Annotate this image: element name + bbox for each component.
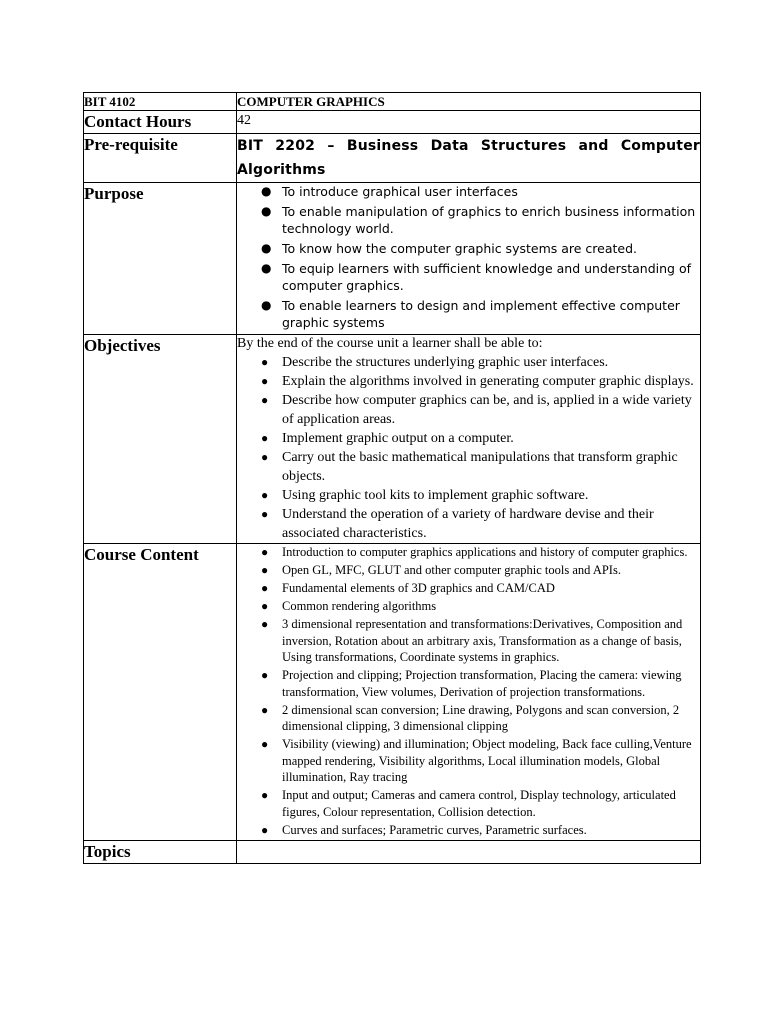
course-content-label: Course Content (84, 545, 199, 564)
bullet-icon: ● (261, 184, 272, 198)
purpose-item (237, 297, 700, 331)
objectives-value-cell (237, 335, 701, 544)
bullet-icon: ● (261, 355, 269, 369)
prerequisite-label-cell (84, 134, 237, 183)
topics-label: Topics (84, 841, 131, 861)
purpose-row (84, 183, 701, 335)
content-item (237, 787, 700, 820)
bullet-icon: ● (261, 431, 269, 445)
bullet-icon: ● (261, 393, 269, 407)
bullet-icon: ● (261, 702, 269, 717)
bullet-icon: ● (261, 563, 269, 577)
course-title-cell (237, 93, 701, 111)
purpose-item (237, 260, 700, 294)
bullet-icon: ● (261, 617, 269, 631)
objectives-list (237, 353, 700, 543)
prerequisite-value-cell (237, 134, 701, 183)
content-item (237, 702, 700, 735)
topics-label-cell (84, 840, 237, 863)
purpose-list (237, 183, 700, 331)
purpose-item-text: To enable manipulation of graphics to enrich business information technology world. (282, 204, 696, 236)
content-item-text: 3 dimensional representation and transformations:Derivatives, Composition and inversion, Rotation about an arbitrary axis, Transformation as a change of basis, Using transformations, Coordinate systems in graphics. (282, 617, 683, 664)
bullet-icon: ● (261, 241, 272, 255)
purpose-item (237, 240, 700, 257)
contact-hours-row (84, 111, 701, 134)
objective-item-text: Carry out the basic mathematical manipulations that transform graphic objects. (282, 450, 678, 484)
course-content-list (237, 544, 700, 838)
prerequisite-row (84, 134, 701, 183)
purpose-item-text: To know how the computer graphic systems are created. (282, 241, 638, 256)
purpose-label: Purpose (84, 184, 144, 203)
objective-item (237, 486, 700, 505)
objective-item (237, 372, 700, 391)
contact-hours-value-cell (237, 111, 701, 134)
content-item-text: 2 dimensional scan conversion; Line drawing, Polygons and scan conversion, 2 dimensional clipping, 3 dimensional clipping (282, 702, 680, 733)
content-item-text: Curves and surfaces; Parametric curves, Parametric surfaces. (282, 822, 587, 837)
bullet-icon: ● (261, 450, 269, 464)
contact-hours-label-cell (84, 111, 237, 134)
objective-item-text: Explain the algorithms involved in generating computer graphic displays. (282, 374, 694, 389)
bullet-icon: ● (261, 581, 269, 595)
course-content-value-cell (237, 544, 701, 841)
content-item (237, 544, 700, 561)
prerequisite-value: BIT 2202 – Business Data Structures and Computer Algorithms (237, 138, 700, 178)
content-item (237, 667, 700, 700)
objectives-intro: By the end of the course unit a learner shall be able to: (237, 336, 543, 351)
course-code-cell (84, 93, 237, 111)
objective-item (237, 391, 700, 429)
content-item-text: Common rendering algorithms (282, 599, 437, 613)
content-item (237, 562, 700, 579)
contact-hours-value: 42 (237, 113, 251, 128)
bullet-icon: ● (261, 668, 269, 682)
content-item-text: Open GL, MFC, GLUT and other computer graphic tools and APIs. (282, 563, 621, 577)
objective-item (237, 505, 700, 543)
purpose-value-cell (237, 183, 701, 335)
purpose-item-text: To equip learners with sufficient knowledge and understanding of computer graphics. (282, 261, 691, 293)
objectives-row (84, 335, 701, 544)
content-item-text: Input and output; Cameras and camera control, Display technology, articulated figures, Colour representation, Collision detection. (282, 788, 676, 819)
objective-item (237, 429, 700, 448)
objectives-label-cell (84, 335, 237, 544)
course-code-row (84, 93, 701, 111)
bullet-icon: ● (261, 822, 269, 837)
content-item (237, 822, 700, 839)
content-item-text: Visibility (viewing) and illumination; Object modeling, Back face culling,Venture mapped rendering, Visibility algorithms, Local illumination models, Global illumination, Ray tracing (282, 737, 692, 784)
content-item-text: Fundamental elements of 3D graphics and CAM/CAD (282, 581, 555, 595)
purpose-item (237, 183, 700, 200)
purpose-item-text: To enable learners to design and implement effective computer graphic systems (282, 298, 680, 330)
bullet-icon: ● (261, 298, 272, 312)
content-item-text: Introduction to computer graphics applications and history of computer graphics. (282, 545, 688, 559)
purpose-item-text: To introduce graphical user interfaces (282, 184, 518, 199)
prerequisite-label: Pre-requisite (84, 135, 178, 154)
contact-hours-label: Contact Hours (84, 112, 192, 131)
objectives-label: Objectives (84, 336, 161, 355)
course-title: COMPUTER GRAPHICS (237, 94, 385, 109)
objective-item-text: Implement graphic output on a computer. (282, 431, 514, 446)
objective-item (237, 353, 700, 372)
objective-item-text: Understand the operation of a variety of hardware devise and their associated characteristics. (282, 507, 654, 541)
bullet-icon: ● (261, 261, 272, 275)
objective-item-text: Describe the structures underlying graphic user interfaces. (282, 355, 609, 370)
purpose-label-cell (84, 183, 237, 335)
bullet-icon: ● (261, 488, 269, 502)
purpose-item (237, 203, 700, 237)
content-item-text: Projection and clipping; Projection transformation, Placing the camera: viewing transformation, View volumes, Derivation of projection transformations. (282, 668, 682, 699)
bullet-icon: ● (261, 204, 272, 218)
course-content-row (84, 544, 701, 841)
topics-row (84, 840, 701, 863)
content-item (237, 736, 700, 786)
content-item (237, 580, 700, 597)
content-item (237, 616, 700, 666)
content-item (237, 598, 700, 615)
bullet-icon: ● (261, 737, 269, 751)
objective-item-text: Describe how computer graphics can be, and is, applied in a wide variety of application areas. (282, 393, 692, 427)
bullet-icon: ● (261, 599, 269, 613)
course-code: BIT 4102 (84, 94, 136, 109)
bullet-icon: ● (261, 374, 269, 388)
course-content-label-cell (84, 544, 237, 841)
bullet-icon: ● (261, 545, 269, 559)
objective-item (237, 448, 700, 486)
topics-value-cell (237, 840, 701, 863)
objective-item-text: Using graphic tool kits to implement graphic software. (282, 488, 589, 503)
bullet-icon: ● (261, 788, 269, 802)
bullet-icon: ● (261, 507, 269, 521)
course-outline-table (83, 92, 701, 864)
